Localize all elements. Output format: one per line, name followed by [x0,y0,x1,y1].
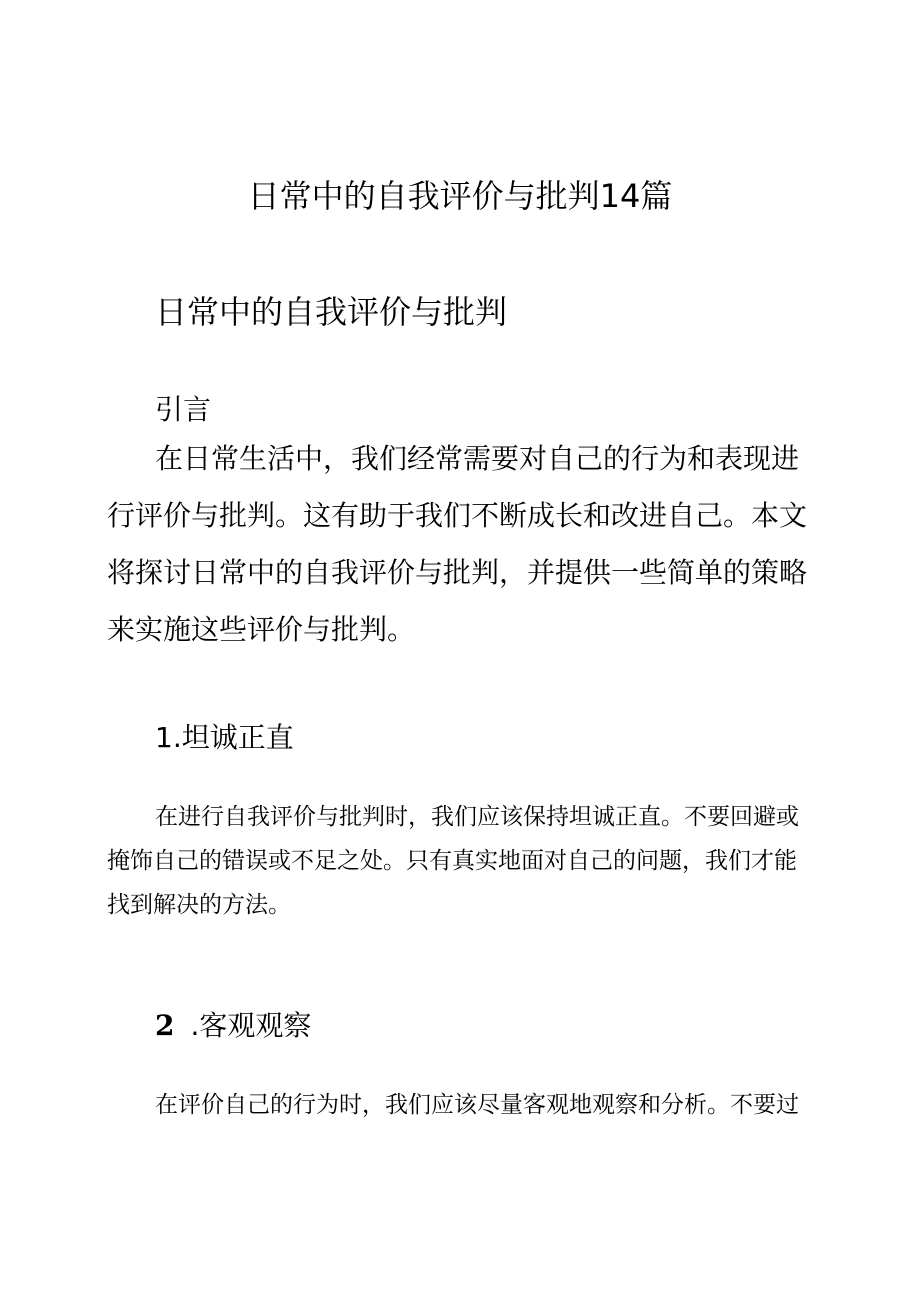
document-title: 日常中的自我评价与批判14篇 [247,177,673,215]
intro-line: 在日常生活中，我们经常需要对自己的行为和表现进 [155,442,800,475]
section-1-paragraph [107,795,812,927]
article-heading: 日常中的自我评价与批判 [155,293,508,331]
intro-line: 行评价与批判。这有助于我们不断成长和改进自己。本文 [107,499,808,532]
section-heading-1: 1.坦诚正直 [155,721,294,754]
intro-line: 来实施这些评价与批判。 [107,613,416,646]
paragraph-line: 在评价自己的行为时，我们应该尽量客观地观察和分析。不要过 [155,1092,799,1118]
section-heading-text: .客观观察 [190,1009,312,1042]
section-2-paragraph [107,1083,812,1127]
section-number: 2 [155,1009,175,1042]
intro-paragraph [107,430,812,658]
paragraph-line: 掩饰自己的错误或不足之处。只有真实地面对自己的问题，我们才能 [107,848,797,874]
paragraph-line: 找到解决的方法。 [107,892,291,918]
paragraph-line: 在进行自我评价与批判时，我们应该保持坦诚正直。不要回避或 [155,804,799,830]
intro-line: 将探讨日常中的自我评价与批判，并提供一些简单的策略 [107,556,808,589]
section-heading-2 [155,1004,311,1048]
intro-label: 引言 [155,393,212,426]
